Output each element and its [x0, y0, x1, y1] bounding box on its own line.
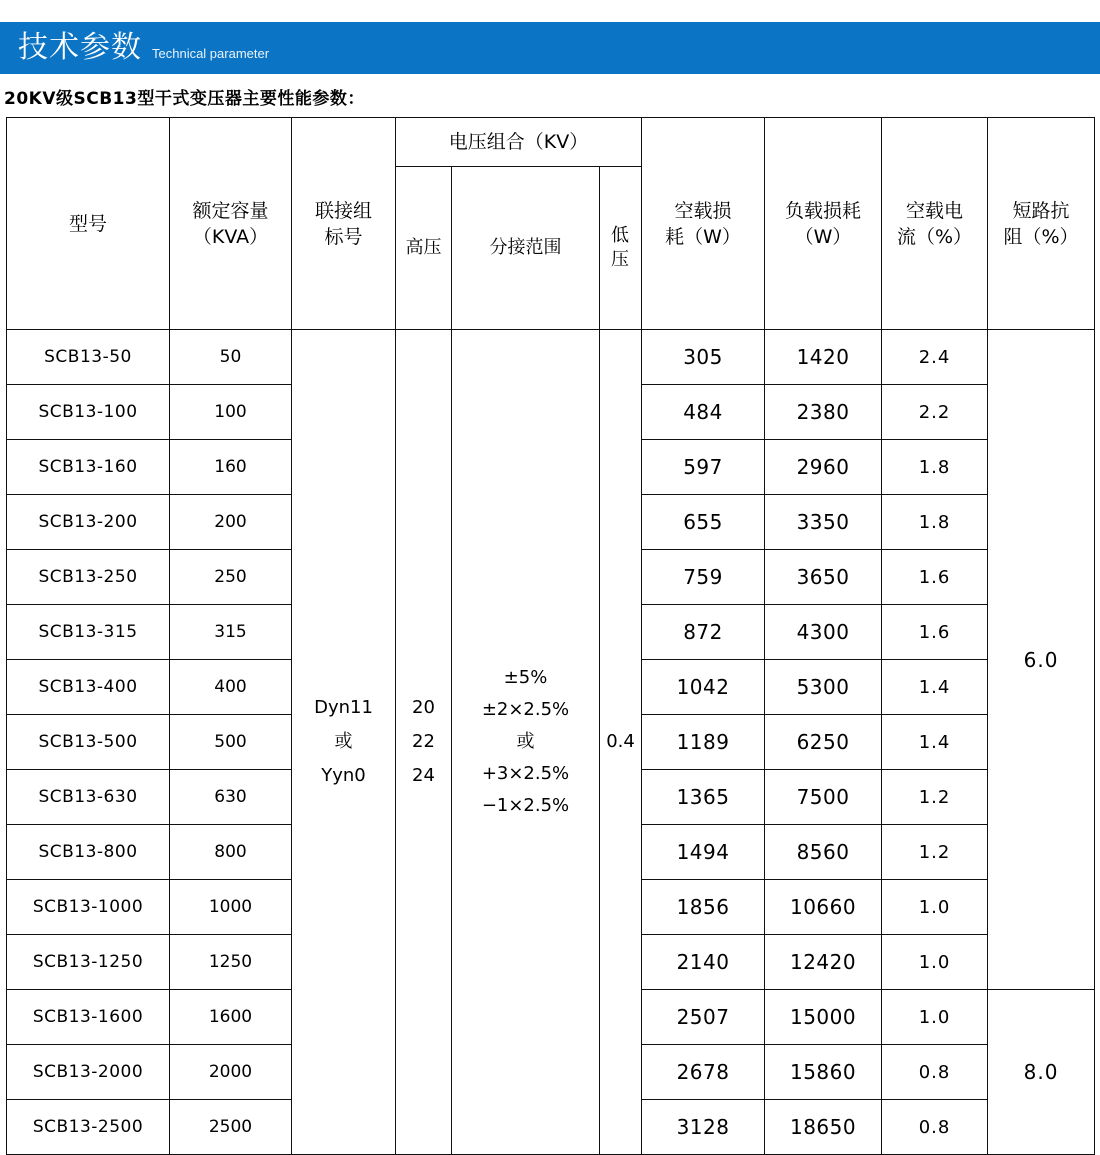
cell-model: SCB13-630	[7, 770, 170, 825]
cell-high-voltage	[396, 330, 452, 1155]
cell-no-load-current: 1.8	[882, 440, 988, 495]
banner-title-en: Technical parameter	[152, 46, 270, 61]
cell-capacity: 500	[170, 715, 292, 770]
section-subtitle: 20KV级SCB13型干式变压器主要性能参数：	[4, 89, 365, 109]
header-short-circuit-impedance-line2: 阻（%）	[1003, 225, 1079, 248]
cell-load-loss: 6250	[765, 715, 882, 770]
header-no-load-current-line2: 流（%）	[897, 225, 973, 248]
banner-slant-decoration	[269, 22, 305, 70]
header-tap-range: 分接范围	[452, 167, 600, 330]
cell-no-load-current: 1.0	[882, 990, 988, 1045]
cell-no-load-loss: 1189	[642, 715, 765, 770]
cell-no-load-loss: 1042	[642, 660, 765, 715]
cell-capacity: 250	[170, 550, 292, 605]
cell-no-load-loss: 1494	[642, 825, 765, 880]
cell-no-load-current: 1.8	[882, 495, 988, 550]
cell-model: SCB13-2000	[7, 1045, 170, 1100]
cell-model: SCB13-1600	[7, 990, 170, 1045]
cell-capacity: 100	[170, 385, 292, 440]
header-rated-capacity	[170, 118, 292, 330]
cell-model: SCB13-315	[7, 605, 170, 660]
cell-capacity: 160	[170, 440, 292, 495]
cell-no-load-current: 1.0	[882, 935, 988, 990]
cell-no-load-loss: 2507	[642, 990, 765, 1045]
cell-no-load-current: 1.6	[882, 605, 988, 660]
cell-no-load-current: 1.4	[882, 715, 988, 770]
header-load-loss-line2: （W）	[794, 225, 852, 248]
cell-no-load-current: 1.2	[882, 825, 988, 880]
header-model: 型号	[7, 118, 170, 330]
cell-no-load-loss: 484	[642, 385, 765, 440]
cell-load-loss: 18650	[765, 1100, 882, 1155]
header-short-circuit-impedance-line1: 短路抗	[1012, 199, 1070, 222]
connection-group-line2: 或	[334, 731, 353, 752]
table-body	[7, 330, 1095, 1155]
cell-model: SCB13-250	[7, 550, 170, 605]
cell-model: SCB13-500	[7, 715, 170, 770]
header-high-voltage: 高压	[396, 167, 452, 330]
table-head	[7, 118, 1095, 330]
header-low-voltage: 低 压	[600, 167, 642, 330]
cell-no-load-loss: 305	[642, 330, 765, 385]
cell-capacity: 800	[170, 825, 292, 880]
banner-title-cn: 技术参数	[18, 30, 142, 65]
connection-group-line1: Dyn11	[314, 697, 373, 718]
high-voltage-line1: 20	[412, 697, 435, 718]
cell-load-loss: 1420	[765, 330, 882, 385]
cell-capacity: 50	[170, 330, 292, 385]
header-no-load-current-line1: 空载电	[906, 199, 964, 222]
cell-capacity: 400	[170, 660, 292, 715]
cell-no-load-loss: 597	[642, 440, 765, 495]
header-rated-capacity-line2: （KVA）	[192, 225, 269, 248]
cell-model: SCB13-200	[7, 495, 170, 550]
cell-model: SCB13-50	[7, 330, 170, 385]
header-no-load-loss	[642, 118, 765, 330]
tap-range-line1: ±5%	[503, 667, 548, 688]
cell-capacity: 1250	[170, 935, 292, 990]
cell-no-load-current: 2.4	[882, 330, 988, 385]
cell-no-load-current: 0.8	[882, 1045, 988, 1100]
tap-range-line2: ±2×2.5%	[481, 699, 570, 720]
header-connection-group-line1: 联接组	[314, 199, 372, 222]
cell-no-load-loss: 655	[642, 495, 765, 550]
header-voltage-combination: 电压组合（KV）	[396, 118, 642, 167]
banner-underline	[0, 70, 1100, 74]
cell-load-loss: 2960	[765, 440, 882, 495]
connection-group-line3: Yyn0	[321, 765, 366, 786]
header-short-circuit-impedance	[988, 118, 1095, 330]
cell-tap-range	[452, 330, 600, 1155]
header-connection-group-line2: 标号	[324, 225, 363, 248]
cell-capacity: 1600	[170, 990, 292, 1045]
banner-tag	[0, 22, 269, 70]
tap-range-line3: 或	[516, 731, 535, 752]
tap-range-line4: +3×2.5%	[481, 763, 570, 784]
cell-no-load-loss: 1365	[642, 770, 765, 825]
spec-table	[6, 117, 1095, 1155]
cell-no-load-loss: 759	[642, 550, 765, 605]
cell-load-loss: 7500	[765, 770, 882, 825]
cell-connection-group	[292, 330, 396, 1155]
cell-capacity: 2500	[170, 1100, 292, 1155]
cell-no-load-loss: 2140	[642, 935, 765, 990]
cell-load-loss: 3650	[765, 550, 882, 605]
cell-load-loss: 12420	[765, 935, 882, 990]
cell-capacity: 315	[170, 605, 292, 660]
cell-capacity: 200	[170, 495, 292, 550]
header-no-load-loss-line2: 耗（W）	[665, 225, 741, 248]
high-voltage-line2: 22	[412, 731, 435, 752]
cell-load-loss: 5300	[765, 660, 882, 715]
cell-capacity: 2000	[170, 1045, 292, 1100]
cell-load-loss: 3350	[765, 495, 882, 550]
header-connection-group	[292, 118, 396, 330]
cell-model: SCB13-1250	[7, 935, 170, 990]
cell-low-voltage: 0.4	[600, 330, 642, 1155]
tap-range-line5: −1×2.5%	[481, 795, 570, 816]
cell-model: SCB13-160	[7, 440, 170, 495]
cell-model: SCB13-100	[7, 385, 170, 440]
header-load-loss-line1: 负载损耗	[785, 199, 862, 222]
cell-model: SCB13-1000	[7, 880, 170, 935]
cell-load-loss: 10660	[765, 880, 882, 935]
header-no-load-loss-line1: 空载损	[674, 199, 732, 222]
cell-no-load-current: 1.4	[882, 660, 988, 715]
cell-load-loss: 15000	[765, 990, 882, 1045]
cell-no-load-loss: 3128	[642, 1100, 765, 1155]
cell-no-load-loss: 1856	[642, 880, 765, 935]
cell-load-loss: 15860	[765, 1045, 882, 1100]
header-load-loss	[765, 118, 882, 330]
cell-load-loss: 8560	[765, 825, 882, 880]
cell-no-load-current: 1.2	[882, 770, 988, 825]
cell-no-load-current: 0.8	[882, 1100, 988, 1155]
high-voltage-line3: 24	[412, 765, 435, 786]
header-row-1	[7, 118, 1095, 167]
table-row	[7, 330, 1095, 385]
cell-model: SCB13-800	[7, 825, 170, 880]
spec-table-wrapper	[0, 117, 1100, 1155]
cell-no-load-current: 1.6	[882, 550, 988, 605]
cell-no-load-loss: 872	[642, 605, 765, 660]
cell-load-loss: 4300	[765, 605, 882, 660]
cell-model: SCB13-2500	[7, 1100, 170, 1155]
cell-no-load-current: 1.0	[882, 880, 988, 935]
cell-model: SCB13-400	[7, 660, 170, 715]
cell-impedance-group-2: 8.0	[988, 990, 1095, 1155]
cell-impedance-group-1: 6.0	[988, 330, 1095, 990]
page-banner	[0, 0, 1100, 78]
cell-no-load-current: 2.2	[882, 385, 988, 440]
cell-load-loss: 2380	[765, 385, 882, 440]
cell-no-load-loss: 2678	[642, 1045, 765, 1100]
header-rated-capacity-line1: 额定容量	[192, 199, 269, 222]
cell-capacity: 630	[170, 770, 292, 825]
cell-capacity: 1000	[170, 880, 292, 935]
header-no-load-current	[882, 118, 988, 330]
